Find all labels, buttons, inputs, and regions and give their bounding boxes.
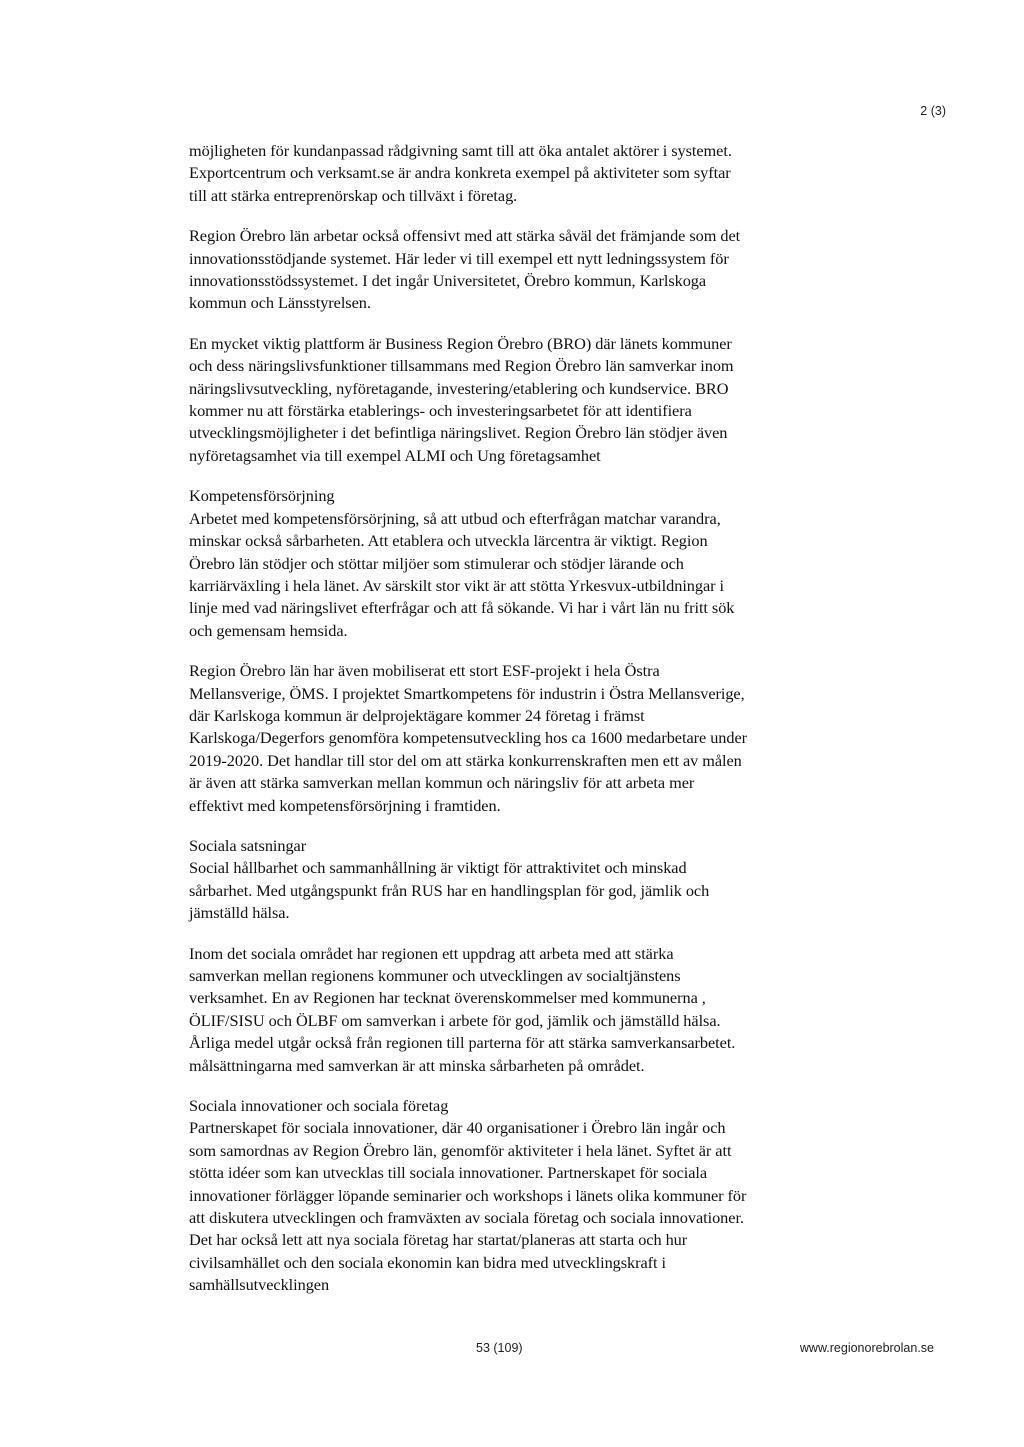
text-line: Partnerskapet för sociala innovationer, där 40 organisationer i Örebro län ingår och xyxy=(189,1118,726,1138)
text-line: näringslivsutveckling, nyföretagande, investering/etablering och kundservice. BRO xyxy=(189,378,729,398)
text-line: effektivt med kompetensförsörjning i framtiden. xyxy=(189,795,501,815)
text-line: karriärväxling i hela länet. Av särskilt stor vikt är att stötta Yrkesvux-utbildningar i xyxy=(189,575,725,595)
text-line: innovationsstödjande systemet. Här leder vi till exempel ett nytt ledningssystem för xyxy=(189,248,729,268)
text-line: och dess näringslivsfunktioner tillsammans med Region Örebro län samverkar inom xyxy=(189,356,734,376)
text-line: linje med vad näringslivet efterfrågar och att få sökande. Vi har i vårt län nu fritt sök xyxy=(189,598,735,618)
text-line: Mellansverige, ÖMS. I projektet Smartkompetens för industrin i Östra Mellansverige, xyxy=(189,683,745,703)
text-line: Social hållbarhet och sammanhållning är viktigt för attraktivitet och minskad xyxy=(189,858,687,878)
text-line: samhällsutvecklingen xyxy=(189,1275,330,1295)
text-line: och gemensam hemsida. xyxy=(189,620,348,640)
text-line: där Karlskoga kommun är delprojektägare kommer 24 företag i främst xyxy=(189,705,645,725)
paragraph xyxy=(189,485,829,642)
section-heading: Sociala innovationer och sociala företag xyxy=(189,1096,449,1116)
footer-website: www.regionorebrolan.se xyxy=(799,1341,934,1355)
footer-page-count: 53 (109) xyxy=(476,1341,523,1355)
text-line: är även att stärka samverkan mellan kommun och näringsliv för att arbeta mer xyxy=(189,773,695,793)
text-line: Exportcentrum och verksamt.se är andra konkreta exempel på aktiviteter som syftar xyxy=(189,163,731,183)
text-line: innovationsstödssystemet. I det ingår Universitetet, Örebro kommun, Karlskoga xyxy=(189,271,707,291)
text-line: Arbetet med kompetensförsörjning, så att utbud och efterfrågan matchar varandra, xyxy=(189,508,721,528)
text-line: till att stärka entreprenörskap och tillväxt i företag. xyxy=(189,185,518,205)
text-line: kommun och Länsstyrelsen. xyxy=(189,293,371,313)
text-line: stötta idéer som kan utvecklas till sociala innovationer. Partnerskapet för sociala xyxy=(189,1163,708,1183)
text-line: innovationer förlägger löpande seminarier och workshops i länets olika kommuner för xyxy=(189,1185,747,1205)
text-line: kommer nu att förstärka etablerings- och investeringsarbetet för att identifiera xyxy=(189,401,692,421)
paragraph xyxy=(189,333,829,467)
text-line: att diskutera utvecklingen och framväxten av sociala företag och sociala innovationer. xyxy=(189,1208,744,1228)
text-line: möjligheten för kundanpassad rådgivning samt till att öka antalet aktörer i systemet. xyxy=(189,141,732,160)
text-line: Årliga medel utgår också från regionen till parterna för att stärka samverkansarbetet. xyxy=(189,1033,736,1053)
text-line: Örebro län stödjer och stöttar miljöer som stimulerar och stödjer lärande och xyxy=(189,553,684,573)
text-line: målsättningarna med samverkan är att minska sårbarheten på området. xyxy=(189,1055,645,1075)
paragraph xyxy=(189,140,829,207)
text-line: Karlskoga/Degerfors genomföra kompetensutveckling hos ca 1600 medarbetare under xyxy=(189,728,748,748)
text-line: civilsamhället och den sociala ekonomin kan bidra med utvecklingskraft i xyxy=(189,1252,667,1272)
text-line: En mycket viktig plattform är Business Region Örebro (BRO) där länets kommuner xyxy=(189,333,732,353)
text-line: nyföretagsamhet via till exempel ALMI och Ung företagsamhet xyxy=(189,445,601,465)
text-line: 2019-2020. Det handlar till stor del om att stärka konkurrenskraften men ett av målen xyxy=(189,750,742,770)
paragraph xyxy=(189,1095,829,1297)
text-line: Inom det sociala området har regionen ett uppdrag att arbeta med att stärka xyxy=(189,943,674,963)
paragraph xyxy=(189,225,829,315)
paragraph xyxy=(189,835,829,925)
text-line: minskar också sårbarheten. Att etablera och utveckla lärcentra är viktigt. Region xyxy=(189,531,708,551)
text-line: utvecklingsmöjligheter i det befintliga näringslivet. Region Örebro län stödjer även xyxy=(189,423,728,443)
section-heading: Sociala satsningar xyxy=(189,835,307,855)
section-heading: Kompetensförsörjning xyxy=(189,486,335,506)
text-line: Region Örebro län har även mobiliserat ett stort ESF-projekt i hela Östra xyxy=(189,661,660,681)
text-line: verksamhet. En av Regionen har tecknat överenskommelser med kommunerna , xyxy=(189,988,706,1008)
text-line: som samordnas av Region Örebro län, genomför aktiviteter i hela länet. Syftet är att xyxy=(189,1140,732,1160)
text-line: ÖLIF/SISU och ÖLBF om samverkan i arbete för god, jämlik och jämställd hälsa. xyxy=(189,1010,721,1030)
page-number: 2 (3) xyxy=(920,104,946,118)
document-body xyxy=(189,140,829,1315)
text-line: samverkan mellan regionens kommuner och utvecklingen av socialtjänstens xyxy=(189,966,681,985)
text-line: Det har också lett att nya sociala företag har startat/planeras att starta och hur xyxy=(189,1230,688,1250)
text-line: Region Örebro län arbetar också offensivt med att stärka såväl det främjande som det xyxy=(189,226,741,246)
paragraph xyxy=(189,943,829,1077)
text-line: jämställd hälsa. xyxy=(189,903,290,923)
paragraph xyxy=(189,660,829,817)
text-line: sårbarhet. Med utgångspunkt från RUS har en handlingsplan för god, jämlik och xyxy=(189,880,710,900)
